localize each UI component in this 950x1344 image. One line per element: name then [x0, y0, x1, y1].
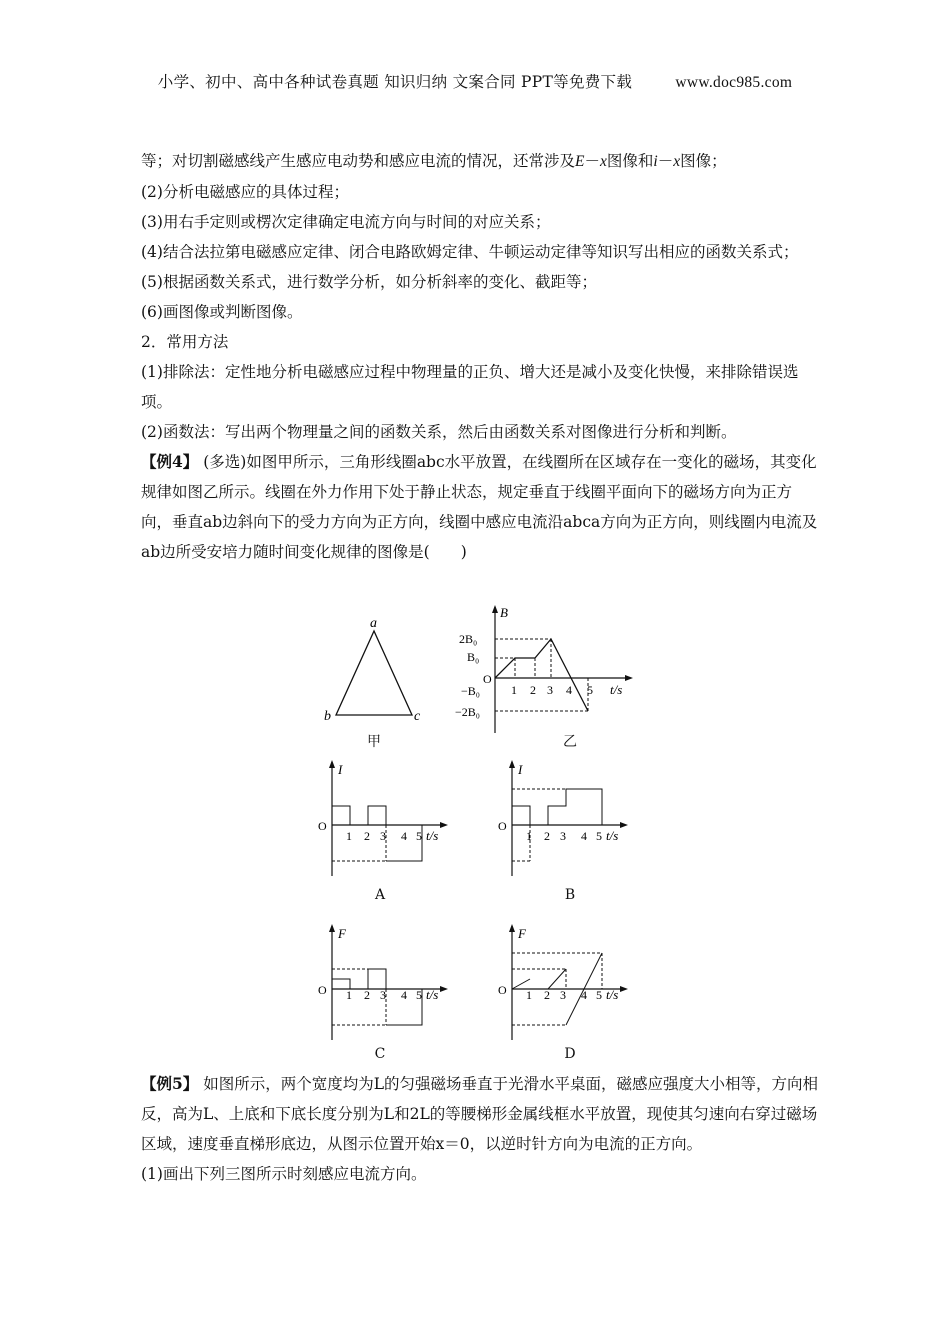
- svg-text:1: 1: [346, 829, 352, 843]
- step-5: (5)根据函数关系式，进行数学分析，如分析斜率的变化、截距等；: [141, 273, 597, 291]
- yi-ytick-n2b0: −2B₀: [455, 705, 480, 719]
- yi-ytick-nb0: −B₀: [461, 684, 480, 698]
- yi-xtick-4: 4: [566, 683, 572, 697]
- figure-option-b: [490, 758, 640, 878]
- example-5-tag: 【例5】: [141, 1074, 199, 1093]
- svg-text:t/s: t/s: [606, 828, 619, 843]
- example-4-text: (多选)如图甲所示，三角形线圈abc水平放置，在线圈所在区域存在一变化的磁场，其变化规律如图乙所示。线圈在外力作用下处于静止状态，规定垂直于线圈平面向下的磁场方向为正方向，垂直ab边斜向下的受力方向为正方向，线圈中感应电流沿abca方向为正方向，则线圈内电流及ab边所受安培力随时间变化规律的图像是( ): [141, 453, 818, 561]
- caption-c: C: [374, 1046, 386, 1062]
- svg-text:1: 1: [346, 988, 352, 1002]
- step-3: (3)用右手定则或楞次定律确定电流方向与时间的对应关系；: [141, 213, 551, 231]
- svg-text:2: 2: [544, 988, 550, 1002]
- yi-ytick-b0: B₀: [467, 650, 480, 664]
- example-5: [141, 1069, 821, 1159]
- svg-text:t/s: t/s: [606, 987, 619, 1002]
- svg-text:O: O: [318, 983, 327, 997]
- svg-text:4: 4: [581, 829, 587, 843]
- yi-xtick-5: 5: [587, 683, 593, 697]
- example-4: [141, 447, 821, 567]
- caption-jia: 甲: [367, 734, 381, 750]
- svg-text:3: 3: [560, 988, 566, 1002]
- label-b: b: [324, 709, 331, 724]
- figure-yi: [455, 603, 645, 738]
- svg-text:5: 5: [596, 829, 602, 843]
- svg-text:O: O: [318, 819, 327, 833]
- label-a: a: [370, 616, 377, 631]
- svg-text:I: I: [338, 762, 343, 777]
- label-c: c: [414, 709, 421, 724]
- caption-b: B: [564, 887, 576, 903]
- svg-text:3: 3: [380, 829, 386, 843]
- svg-text:4: 4: [581, 988, 587, 1002]
- svg-text:2: 2: [364, 829, 370, 843]
- header-site: www.doc985.com: [675, 74, 793, 91]
- method-1: (1)排除法：定性地分析电磁感应过程中物理量的正负、增大还是减小及变化快慢，来排除错误选项。: [141, 363, 799, 411]
- svg-text:F: F: [338, 926, 346, 941]
- caption-a: A: [374, 887, 386, 903]
- svg-text:I: I: [518, 762, 523, 777]
- svg-text:3: 3: [560, 829, 566, 843]
- svg-text:5: 5: [416, 988, 422, 1002]
- yi-xtick-1: 1: [511, 683, 517, 697]
- caption-yi: 乙: [563, 734, 577, 750]
- svg-text:3: 3: [380, 988, 386, 1002]
- svg-text:t/s: t/s: [426, 828, 439, 843]
- svg-text:F: F: [518, 926, 526, 941]
- figure-jia: [318, 615, 428, 725]
- svg-text:5: 5: [596, 988, 602, 1002]
- figure-option-c: [310, 922, 460, 1042]
- svg-text:5: 5: [416, 829, 422, 843]
- step-6: (6)画图像或判断图像。: [141, 303, 303, 321]
- svg-text:1: 1: [526, 988, 532, 1002]
- svg-text:t/s: t/s: [426, 987, 439, 1002]
- page-header: [0, 70, 950, 92]
- step-1-cont: 等；对切割磁感线产生感应电动势和感应电流的情况，还常涉及E－x图像和i－x图像；: [141, 152, 727, 170]
- svg-text:4: 4: [401, 988, 407, 1002]
- svg-text:O: O: [498, 983, 507, 997]
- yi-xtick-3: 3: [547, 683, 553, 697]
- yi-xtick-2: 2: [530, 683, 536, 697]
- yi-origin: O: [483, 672, 492, 686]
- method-2: (2)函数法：写出两个物理量之间的函数关系，然后由函数关系对图像进行分析和判断。: [141, 423, 737, 441]
- yi-ylabel: B: [500, 605, 508, 620]
- svg-text:1: 1: [526, 829, 532, 843]
- step-4: (4)结合法拉第电磁感应定律、闭合电路欧姆定律、牛顿运动定律等知识写出相应的函数关系式；: [141, 243, 799, 261]
- svg-text:2: 2: [544, 829, 550, 843]
- yi-xlabel: t/s: [610, 682, 623, 697]
- example-5-text-block: [141, 1069, 821, 1189]
- yi-ytick-2b0: 2B₀: [459, 632, 478, 646]
- triangle-coil: [336, 631, 412, 715]
- caption-d: D: [564, 1046, 576, 1062]
- example-5-question-1: (1)画出下列三图所示时刻感应电流方向。: [141, 1165, 427, 1183]
- step-2: (2)分析电磁感应的具体过程；: [141, 183, 349, 201]
- methods-title: 2．常用方法: [141, 333, 229, 351]
- yi-curve: [495, 639, 588, 711]
- figure-option-a: [310, 758, 460, 878]
- example-4-tag: 【例4】: [141, 452, 199, 471]
- steps-text: [141, 146, 821, 567]
- svg-text:2: 2: [364, 988, 370, 1002]
- example-5-text: 如图所示，两个宽度均为L的匀强磁场垂直于光滑水平桌面，磁感应强度大小相等，方向相反，高为L、上底和下底长度分别为L和2L的等腰梯形金属线框水平放置，现使其匀速向右穿过磁场区域，速度垂直梯形底边，从图示位置开始x＝0，以逆时针方向为电流的正方向。: [141, 1075, 819, 1153]
- header-text: 小学、初中、高中各种试卷真题 知识归纳 文案合同 PPT等免费下载: [157, 73, 633, 91]
- svg-text:4: 4: [401, 829, 407, 843]
- figure-option-d: [490, 922, 640, 1042]
- svg-text:O: O: [498, 819, 507, 833]
